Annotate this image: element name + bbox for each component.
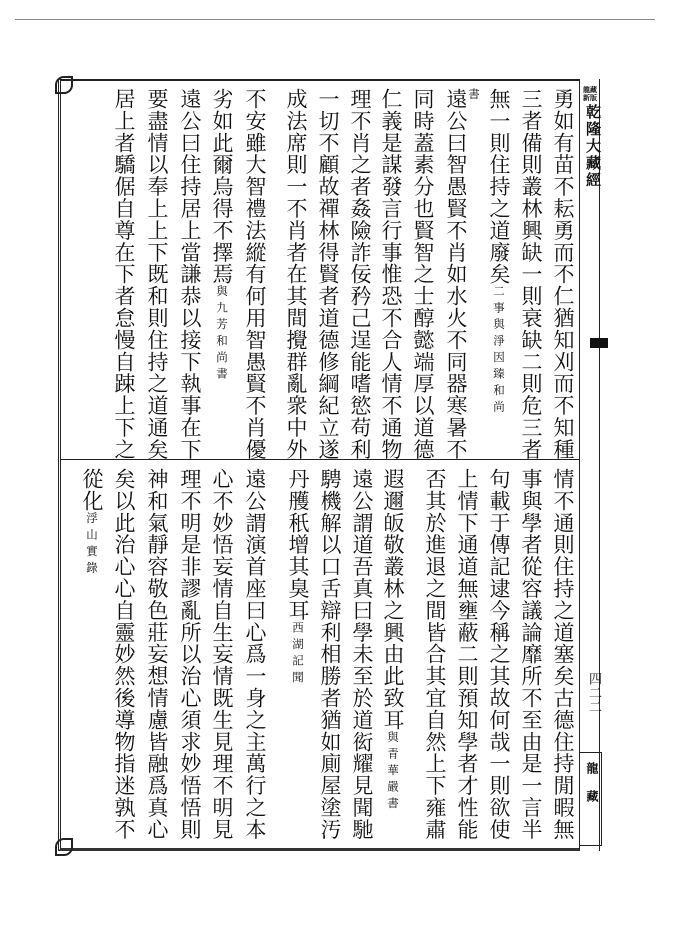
page-number: 四二二 <box>586 672 601 714</box>
text-column <box>313 88 343 460</box>
text-column <box>109 88 139 460</box>
column-text: 理不明是非謬亂所以治心須求妙悟悟則 <box>178 468 202 841</box>
text-column <box>281 88 311 460</box>
source-annotation: 浮山實錄 <box>85 511 99 578</box>
edition-mark: 龍藏 <box>585 762 599 818</box>
text-column <box>142 468 172 840</box>
text-column <box>347 468 377 840</box>
source-annotation: 與九芳和尚書 <box>215 285 229 385</box>
text-column <box>142 88 172 460</box>
column-text: 理不肖之者姦險詐佞矜己逞能嗜慾苟利 <box>348 88 372 461</box>
column-text: 心不妙悟妄情自生妄情既生見理不明見 <box>210 468 234 841</box>
column-text: 遠公謂道吾真曰學未至於道衒耀見聞馳 <box>350 468 374 841</box>
text-column <box>175 468 205 840</box>
column-text: 勇如有苗不耘勇而不仁猶知刈而不知種 <box>551 88 575 461</box>
running-header-small-label: 龍藏 新版 <box>583 85 597 102</box>
column-text: 遠公謂演首座曰心爲一身之主萬行之本 <box>243 468 267 841</box>
text-column <box>345 88 375 460</box>
text-column <box>484 468 514 840</box>
column-text: 上情下通道無壅蔽二則預知學者才性能 <box>455 468 479 841</box>
text-column <box>516 468 546 840</box>
text-column <box>408 88 438 460</box>
text-column <box>420 468 450 840</box>
text-column <box>109 468 139 840</box>
column-text: 丹雘秖增其臭耳 <box>286 468 310 622</box>
column-text: 居上者驕倨自尊在下者怠慢自踈上下之 <box>112 88 136 461</box>
text-column <box>516 88 546 460</box>
column-text: 三者備則叢林興缺一則衰缺二則危三者 <box>519 88 543 461</box>
running-header-title: 乾隆大藏經 <box>584 104 602 189</box>
source-annotation: 與青華嚴書 <box>386 730 400 814</box>
fold-tab-mark <box>590 346 608 348</box>
text-column <box>376 88 406 460</box>
text-column <box>77 468 107 578</box>
text-column <box>283 468 313 687</box>
column-text: 無一則住持之道廢矣 <box>487 88 511 286</box>
column-text: 神和氣靜容敬色莊妄想情慮皆融爲真心 <box>145 468 169 841</box>
column-text: 成法席則一不肖者在其間攪群亂衆中外 <box>284 88 308 461</box>
text-column <box>441 88 471 460</box>
text-column <box>240 88 270 460</box>
column-text: 矣以此治心心自靈妙然後導物指迷孰不 <box>112 468 136 841</box>
column-text: 遠公曰智愚賢不肖如水火不同器寒暑不 <box>444 88 468 461</box>
column-text: 騁機解以口舌辯利相勝者猶如廁屋塗汚 <box>318 468 342 841</box>
column-text: 要盡情以奉上上下既和則住持之道通矣 <box>145 88 169 461</box>
column-text: 句載于傳記逮今稱之其故何哉一則欲使 <box>487 468 511 841</box>
text-column <box>484 88 514 417</box>
source-annotation: 西湖記聞 <box>291 621 305 688</box>
column-text: 劣如此爾烏得不擇焉 <box>210 88 234 286</box>
column-text: 仁義是謀發言行事惟恐不合人情不通物 <box>379 88 403 461</box>
source-annotation: 二事與淨因臻和尚 <box>492 285 506 418</box>
source-annotation: 書 <box>467 88 481 105</box>
top-rule <box>15 19 655 20</box>
column-text: 一切不顧故禪林得賢者道德修綱紀立遂 <box>316 88 340 461</box>
text-column <box>378 468 408 813</box>
column-text: 事與學者從容議論靡所不至由是一言半 <box>519 468 543 841</box>
text-column <box>207 88 237 384</box>
text-column <box>315 468 345 840</box>
text-column <box>548 88 578 460</box>
text-column <box>452 468 482 840</box>
text-column <box>548 468 578 840</box>
text-column <box>175 88 205 460</box>
text-column <box>207 468 237 840</box>
margin-column <box>580 79 600 851</box>
column-text: 遐邇皈敬叢林之興由此致耳 <box>381 468 405 731</box>
column-text: 情不通則住持之道塞矣古德住持閒暇無 <box>551 468 575 841</box>
lower-text-block <box>60 468 580 843</box>
column-text: 不安雖大智禮法縱有何用智愚賢不肖優 <box>243 88 267 461</box>
column-text: 否其於進退之間皆合其宜自然上下雍肅 <box>423 468 447 841</box>
upper-text-block <box>60 88 580 461</box>
text-column <box>240 468 270 840</box>
fold-tab-mark <box>590 338 608 346</box>
column-text: 遠公曰住持居上當謙恭以接下執事在下 <box>178 88 202 461</box>
column-text: 從化 <box>80 468 104 512</box>
column-text: 同時蓋素分也賢智之士醇懿端厚以道德 <box>411 88 435 461</box>
